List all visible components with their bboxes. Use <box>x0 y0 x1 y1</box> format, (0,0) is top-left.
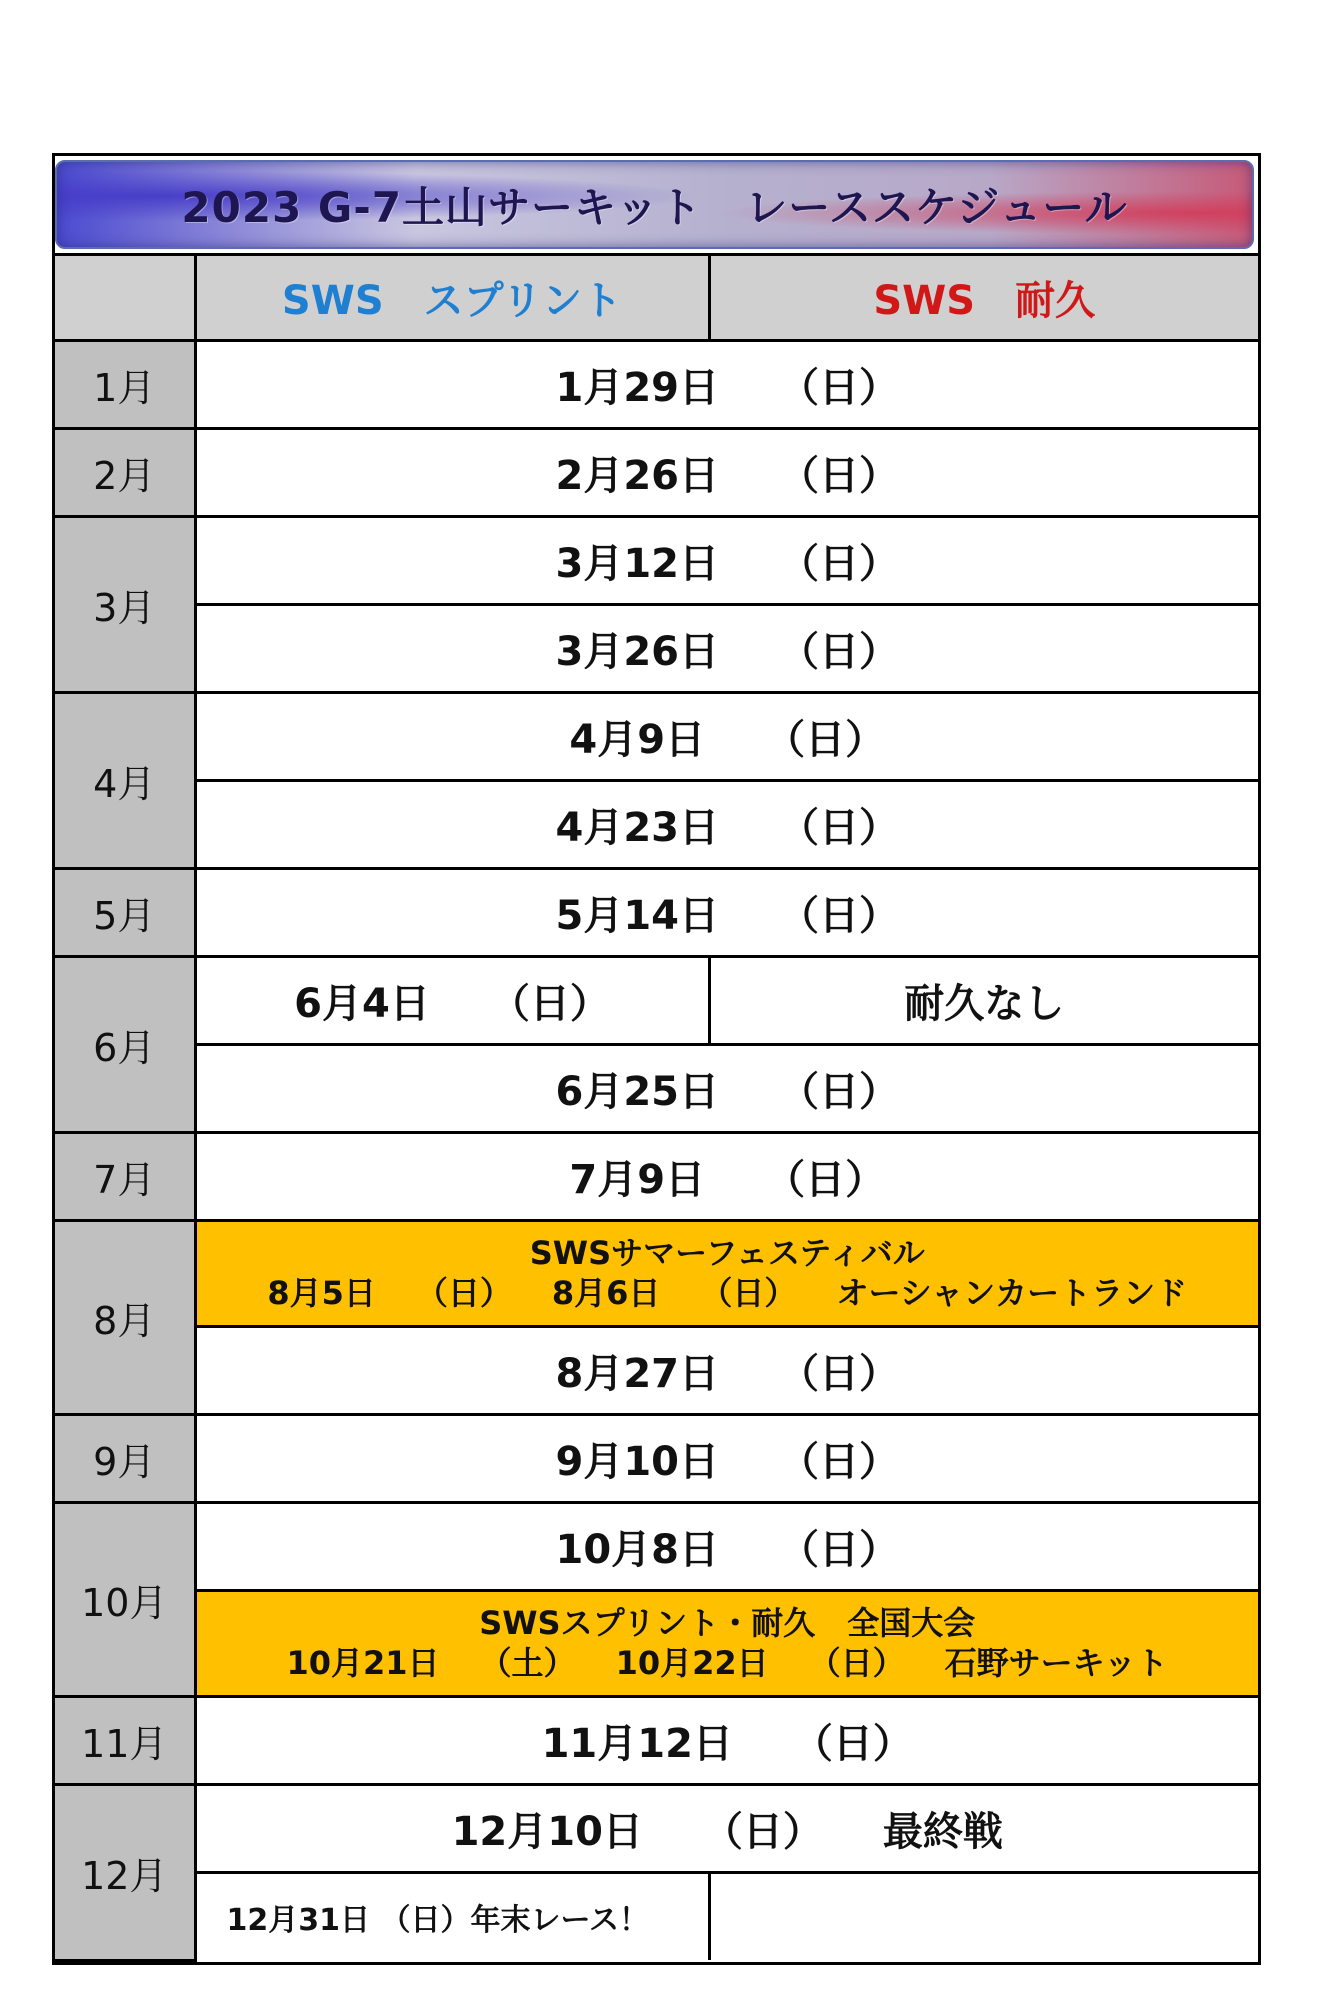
race-day: （日） <box>792 1720 913 1767</box>
month-label: 7月 <box>55 1132 195 1220</box>
race-date-cell <box>195 1696 1258 1784</box>
table-row <box>55 1132 1258 1220</box>
race-day: （日） <box>779 1068 899 1115</box>
event-title: SWSスプリント・耐久 全国大会 <box>479 1604 976 1642</box>
race-date-cell <box>195 1044 1258 1132</box>
sprint-header: SWS スプリント <box>195 256 709 340</box>
race-date-cell <box>195 1414 1258 1502</box>
month-label: 11月 <box>55 1696 195 1784</box>
event-date: 8月5日 <box>267 1274 376 1312</box>
event-venue: 石野サーキット <box>944 1644 1169 1682</box>
schedule-sheet <box>52 153 1261 1965</box>
race-date: 10月8日 <box>555 1526 719 1573</box>
race-day: （日） <box>779 452 899 499</box>
table-row <box>55 692 1258 780</box>
race-date-cell <box>195 604 1258 692</box>
table-row <box>55 340 1258 428</box>
race-date: 12月10日 <box>451 1808 643 1855</box>
race-date-cell <box>195 428 1258 516</box>
race-date-cell <box>195 1326 1258 1414</box>
race-date: 8月27日 <box>555 1350 719 1397</box>
race-date-cell <box>195 516 1258 604</box>
page-title: 2023 G-7土山サーキット レーススケジュール <box>181 182 1128 232</box>
race-date: 9月10日 <box>555 1438 719 1485</box>
event-title: SWSサマーフェスティバル <box>529 1234 925 1272</box>
event-day: （日） <box>415 1274 512 1312</box>
month-label: 4月 <box>55 692 195 868</box>
table-row <box>55 604 1258 692</box>
title-banner <box>55 160 1254 249</box>
title-bar <box>55 156 1258 256</box>
race-date: 6月25日 <box>555 1068 719 1115</box>
event-date: 10月22日 <box>615 1644 769 1682</box>
sprint-date-cell <box>195 956 709 1044</box>
month-label: 2月 <box>55 428 195 516</box>
special-event-cell <box>195 1590 1258 1696</box>
event-day: （土） <box>479 1644 576 1682</box>
month-label: 8月 <box>55 1220 195 1414</box>
race-day: （日） <box>380 1902 471 1938</box>
table-row <box>55 428 1258 516</box>
race-date-cell <box>195 1132 1258 1220</box>
race-date: 2月26日 <box>555 452 719 499</box>
table-row <box>55 868 1258 956</box>
table-row <box>55 1590 1258 1696</box>
year-end-note: 年末レース！ <box>470 1902 649 1938</box>
header-blank-cell <box>55 256 195 340</box>
table-row <box>55 956 1258 1044</box>
table-row <box>55 1502 1258 1590</box>
race-date: 6月4日 <box>294 980 430 1027</box>
race-date-cell <box>195 868 1258 956</box>
table-row <box>55 780 1258 868</box>
endurance-note: 耐久なし <box>709 956 1258 1044</box>
race-day: （日） <box>489 980 610 1027</box>
table-row <box>55 516 1258 604</box>
race-date-cell <box>195 692 1258 780</box>
race-day: （日） <box>779 1438 899 1485</box>
table-row <box>55 1220 1258 1326</box>
race-date: 5月14日 <box>555 892 719 939</box>
race-date-cell <box>195 1502 1258 1590</box>
year-end-race-cell <box>195 1872 709 1960</box>
event-details <box>197 1273 1259 1313</box>
final-race-note: 最終戦 <box>882 1808 1003 1855</box>
schedule-table <box>55 256 1258 1962</box>
event-date: 10月21日 <box>286 1644 440 1682</box>
race-date-cell <box>195 780 1258 868</box>
race-date: 11月12日 <box>541 1720 733 1767</box>
event-date: 8月6日 <box>551 1274 661 1312</box>
race-day: （日） <box>779 540 899 587</box>
table-row <box>55 1784 1258 1872</box>
event-details <box>197 1643 1259 1683</box>
table-row <box>55 1414 1258 1502</box>
table-row <box>55 1326 1258 1414</box>
race-day: （日） <box>779 804 899 851</box>
month-label: 3月 <box>55 516 195 692</box>
race-date: 3月12日 <box>555 540 719 587</box>
special-event-cell <box>195 1220 1258 1326</box>
race-day: （日） <box>779 628 899 675</box>
race-date-cell <box>195 340 1258 428</box>
race-day: （日） <box>779 364 899 411</box>
race-date: 12月31日 <box>226 1902 370 1938</box>
race-day: （日） <box>779 892 899 939</box>
race-day: （日） <box>779 1350 899 1397</box>
event-day: （日） <box>700 1274 797 1312</box>
header-row <box>55 256 1258 340</box>
race-date: 3月26日 <box>555 628 719 675</box>
race-date: 4月9日 <box>569 716 706 763</box>
table-row <box>55 1696 1258 1784</box>
table-row <box>55 1044 1258 1132</box>
race-day: （日） <box>702 1808 823 1855</box>
month-label: 6月 <box>55 956 195 1132</box>
month-label: 9月 <box>55 1414 195 1502</box>
empty-endurance-cell <box>709 1872 1258 1960</box>
month-label: 10月 <box>55 1502 195 1696</box>
month-label: 12月 <box>55 1784 195 1960</box>
race-date: 4月23日 <box>555 804 719 851</box>
table-row <box>55 1872 1258 1960</box>
month-label: 5月 <box>55 868 195 956</box>
race-day: （日） <box>765 1156 886 1203</box>
race-date-cell <box>195 1784 1258 1872</box>
endurance-header: SWS 耐久 <box>709 256 1258 340</box>
race-date: 1月29日 <box>555 364 719 411</box>
event-venue: オーシャンカートランド <box>836 1274 1188 1312</box>
month-label: 1月 <box>55 340 195 428</box>
race-day: （日） <box>779 1526 899 1573</box>
race-day: （日） <box>765 716 886 763</box>
event-day: （日） <box>808 1644 905 1682</box>
race-date: 7月9日 <box>569 1156 706 1203</box>
